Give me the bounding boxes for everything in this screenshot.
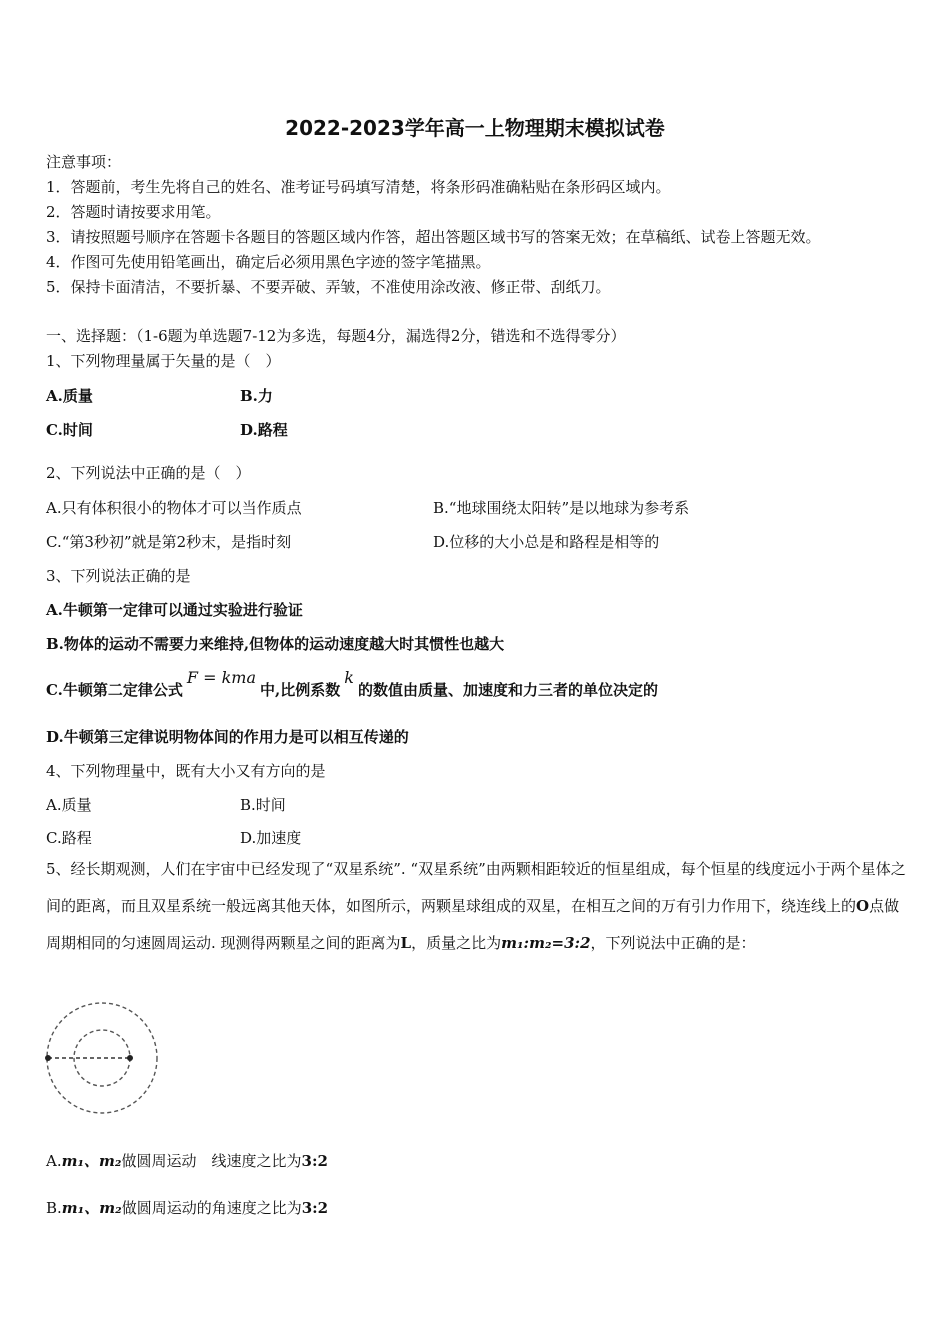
binary-star-diagram [40,1000,165,1118]
q3-option-a: A.牛顿第一定律可以通过实验进行验证 [46,601,303,619]
q1-option-c: C.时间 [46,421,93,439]
q3-coefficient-k: k [344,668,354,687]
q5-option-a-label: A. [46,1152,62,1170]
q3-option-d: D.牛顿第三定律说明物体间的作用力是可以相互传递的 [46,728,409,746]
q3-formula: F = kma [186,668,256,687]
star-m2 [127,1055,133,1061]
q5-mass-ratio: m₁:m₂=3:2 [501,934,591,952]
q4-option-c: C.路程 [46,829,92,847]
notice-item-1: 1．答题前，考生先将自己的姓名、准考证号码填写清楚，将条形码准确粘贴在条形码区域内。 [46,178,671,196]
notice-item-3: 3．请按照题号顺序在答题卡各题目的答题区域内作答，超出答题区域书写的答案无效；在草稿纸、试卷上答题无效。 [46,228,821,246]
q2-option-c: C.“第3秒初”就是第2秒末，是指时刻 [46,533,292,551]
page-title: 2022-2023学年高一上物理期末模拟试卷 [285,116,665,140]
q5-stem-part-3: ，质量之比为 [411,934,502,952]
q5-option-b [46,1198,328,1218]
q3-option-c [46,668,658,700]
q5-option-b-vars: m₁、m₂ [61,1199,122,1217]
q5-option-a-value: 3:2 [301,1152,328,1170]
q3-option-b: B.物体的运动不需要力来维持,但物体的运动速度越大时其惯性也越大 [46,635,505,653]
q5-option-a [46,1151,328,1171]
q4-option-a: A.质量 [46,796,92,814]
star-m1 [45,1055,51,1061]
q3-option-c-suffix: 的数值由质量、加速度和力三者的单位决定的 [357,681,658,699]
notice-item-4: 4．作图可先使用铅笔画出，确定后必须用黑色字迹的签字笔描黑。 [46,253,491,271]
q5-option-b-value: 3:2 [301,1199,329,1217]
q4-option-b: B.时间 [240,796,286,814]
q4-option-d: D.加速度 [240,829,302,847]
notice-heading: 注意事项： [46,153,122,171]
q5-option-b-text: 做圆周运动的角速度之比为 [121,1199,302,1217]
q5-stem-part-1: 5、经长期观测，人们在宇宙中已经发现了“双星系统”. “双星系统”由两颗相距较近的恒星组成，每个恒星的线度远小于两个星体之间的距离，而且双星系统一般远离其他天体，如图所示，两颗星球组成的双星，在相互之间的万有引力作用下，绕连线上的 [46,860,906,915]
q3-option-c-mid: 中,比例系数 [260,681,341,699]
q5-option-a-vars: m₁、m₂ [61,1152,122,1170]
q5-distance-l: L [400,934,412,952]
section-heading: 一、选择题：（1-6题为单选题7-12为多选，每题4分，漏选得2分，错选和不选得零分） [46,327,626,345]
q1-option-a: A.质量 [46,387,93,405]
q5-stem-part-4: ，下列说法中正确的是： [590,934,756,952]
q2-stem: 2、下列说法中正确的是（ ） [46,464,251,482]
q3-option-c-prefix: C.牛顿第二定律公式 [46,681,183,699]
q1-stem: 1、下列物理量属于矢量的是（ ） [46,352,281,370]
q1-option-d: D.路程 [240,421,288,439]
q2-option-a: A.只有体积很小的物体才可以当作质点 [46,499,302,517]
notice-item-2: 2．答题时请按要求用笔。 [46,203,221,221]
notice-item-5: 5．保持卡面清洁，不要折暴、不要弄破、弄皱，不准使用涂改液、修正带、刮纸刀。 [46,278,611,296]
q5-point-o: O [856,897,870,915]
q4-stem: 4、下列物理量中，既有大小又有方向的是 [46,762,326,780]
q5-option-b-label: B. [46,1199,62,1217]
q3-stem: 3、下列说法正确的是 [46,567,191,585]
q2-option-d: D.位移的大小总是和路程是相等的 [433,533,660,551]
q5-stem-part-2: 点做周期相同的匀速圆周运动. 现测得两颗星之间的距离为 [46,897,900,952]
q1-option-b: B.力 [240,387,273,405]
q5-option-a-text: 做圆周运动 线速度之比为 [121,1152,302,1170]
q2-option-b: B.“地球围绕太阳转”是以地球为参考系 [433,499,690,517]
q5-stem [46,851,908,962]
